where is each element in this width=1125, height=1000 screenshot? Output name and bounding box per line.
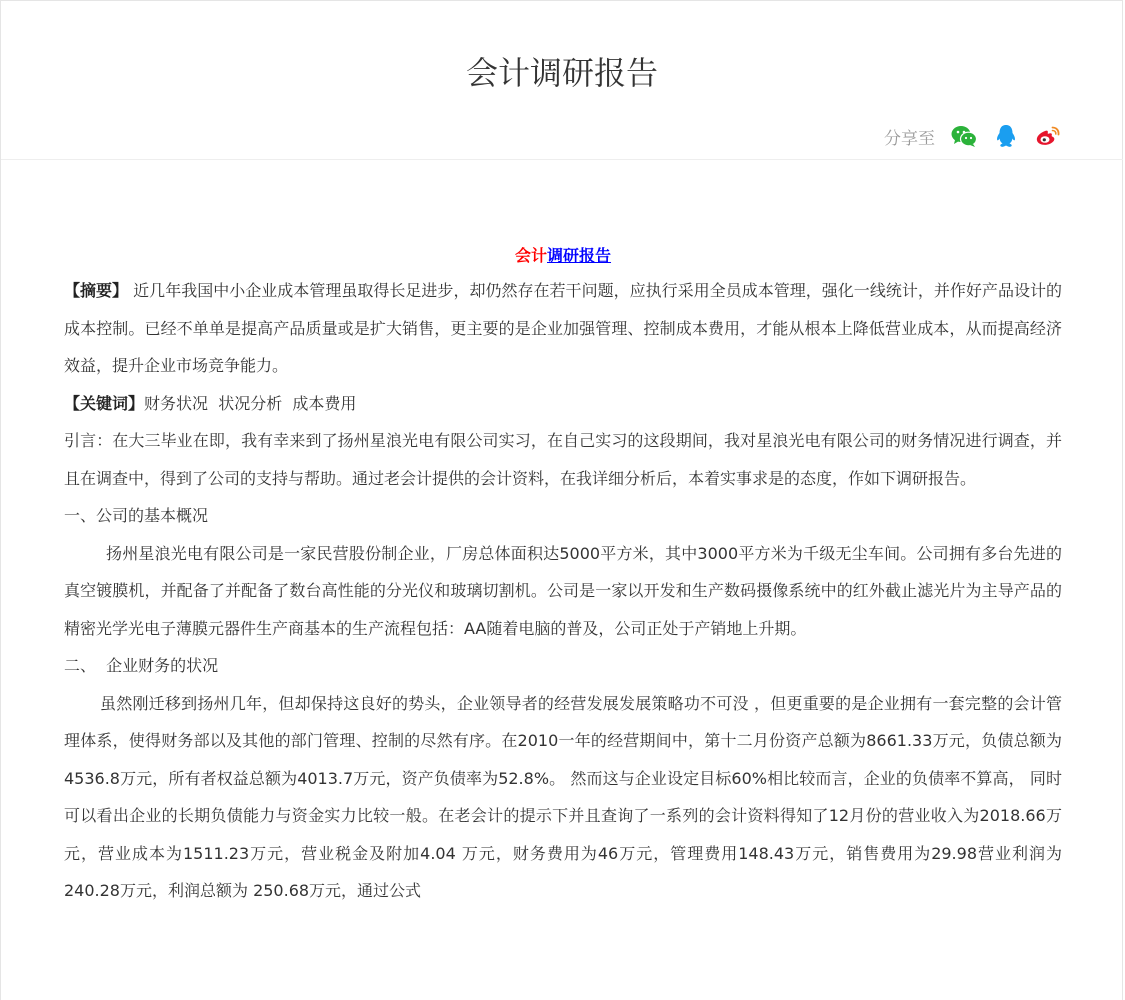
qq-icon[interactable] <box>995 124 1017 148</box>
page-title: 会计调研报告 <box>465 54 658 92</box>
wechat-icon[interactable] <box>951 125 977 147</box>
title-link[interactable]: 调研报告 <box>547 246 612 265</box>
abstract-text: 近几年我国中小企业成本管理虽取得长足进步，却仍然存在若干问题，应执行采用全员成本管理，强化一线统计，并作好产品设计的成本控制。已经不单单是提高产品质量或是扩大销售，更主要的是企业加强管理、控制成本费用，才能从根本上降低营业成本，从而提高经济效益，提升企业市场竞争能力。 <box>64 281 1062 375</box>
section1-heading: 一、公司的基本概况 <box>64 506 209 525</box>
intro-paragraph: 引言：在大三毕业在即，我有幸来到了扬州星浪光电有限公司实习，在自己实习的这段期间，我对星浪光电有限公司的财务情况进行调查，并且在调查中，得到了公司的支持与帮助。通过老会计提供的会计资料，在我详细分析后，本着实事求是的态度，作如下调研报告。 <box>64 431 1062 488</box>
section2-heading: 二、 企业财务的状况 <box>64 656 219 675</box>
share-bar <box>884 121 1061 151</box>
weibo-icon[interactable] <box>1035 125 1061 147</box>
title-red-part: 会计 <box>514 246 547 265</box>
abstract-paragraph <box>64 272 1062 385</box>
section2-body: 虽然刚迁移到扬州几年，但却保持这良好的势头，企业领导者的经营发展发展策略功不可没 ，但更重要的是企业拥有一套完整的会计管理体系，使得财务部以及其他的部门管理、控制的尽然有序。在2010一年的经营期间中，第十二月份资产总额为8661.33万元，负债总额为4536.8万元，所有者权益总额为4013.7万元，资产负债率为52.8%。 然而这与企业设定目标60%相比较而言，企业的负债率不算高， 同时可以看出企业的长期负债能力与资金实力比较一般。在老会计的提示下并且查询了一系列的会计资料得知了12月份的营业收入为2018.66万元，营业成本为1511.23万元，营业税金及附加4.04 万元，财务费用为46万元，管理费用148.43万元，销售费用为29.98营业利润为240.28万元，利润总额为 250.68万元，通过公式 <box>64 693 1062 900</box>
abstract-label: 【摘要】 <box>64 281 129 300</box>
keywords-paragraph <box>64 385 1062 423</box>
article-body <box>64 240 1062 910</box>
share-label: 分享至 <box>884 128 935 149</box>
section1-body: 扬州星浪光电有限公司是一家民营股份制企业，厂房总体面积达5000平方米，其中3000平方米为千级无尘车间。公司拥有多台先进的真空镀膜机，并配备了并配备了数台高性能的分光仪和玻璃切割机。公司是一家以开发和生产数码摄像系统中的红外截止滤光片为主导产品的精密光学光电子薄膜元器件生产商基本的生产流程包括：AA随着电脑的普及，公司正处于产销地上升期。 <box>64 543 1062 638</box>
article-header <box>1 1 1123 160</box>
keywords-label: 【关键词】 <box>64 393 145 413</box>
document-title <box>64 240 1062 272</box>
keywords-text: 财务状况 状况分析 成本费用 <box>144 393 357 413</box>
